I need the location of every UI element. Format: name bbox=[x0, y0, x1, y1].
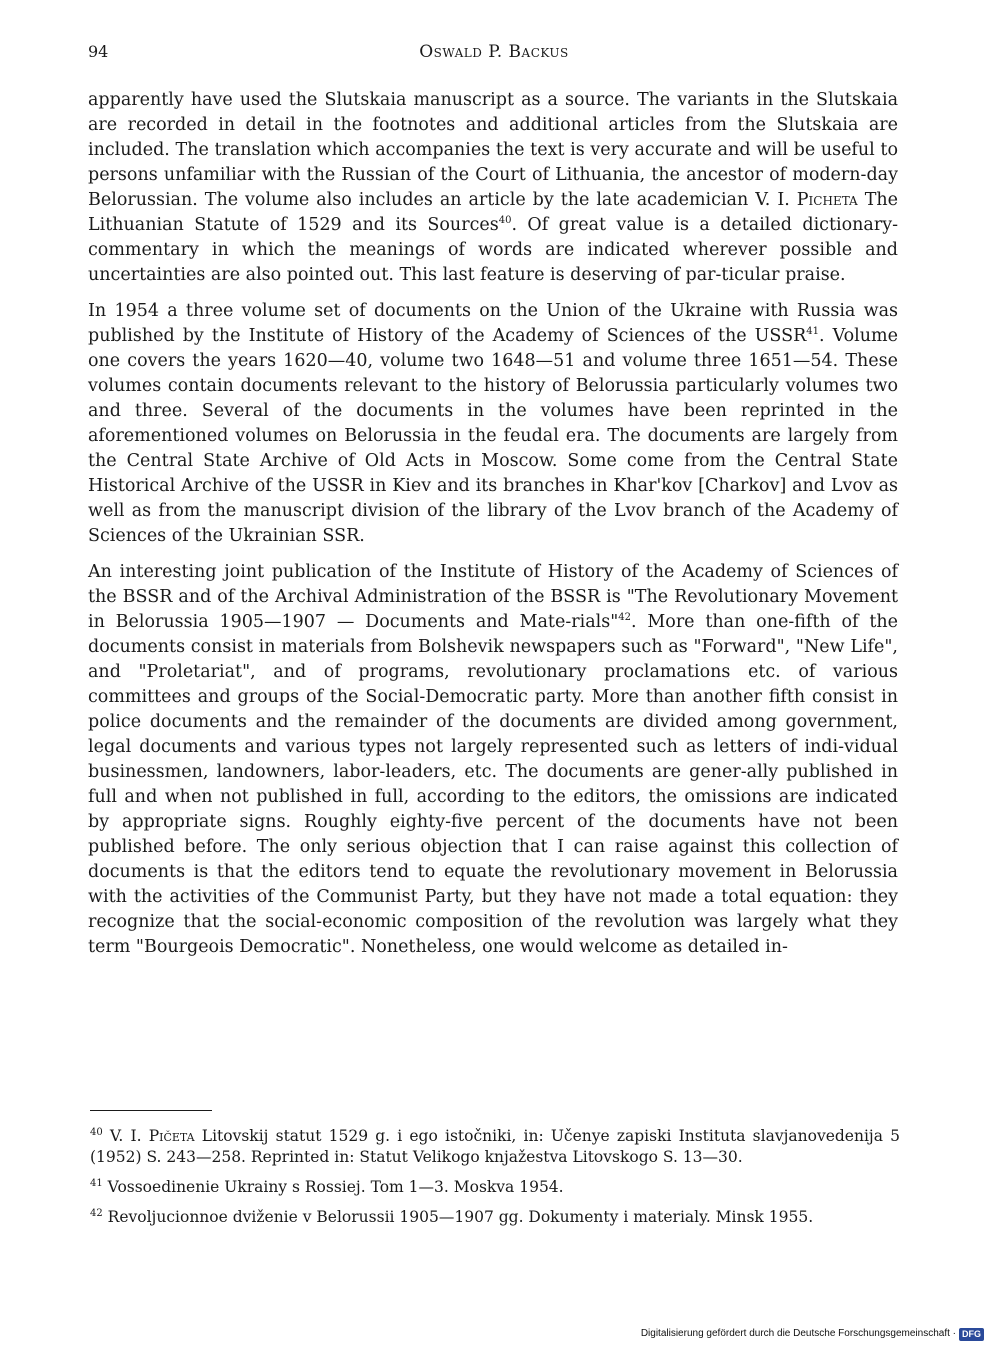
paragraph-2-text-a: In 1954 a three volume set of documents on the Union of the Ukraine with Russia was published by the Institute of History of the Academy of Sciences of the USSR bbox=[88, 301, 898, 346]
digitization-credit bbox=[641, 1327, 984, 1341]
running-head: Oswald P. Backus bbox=[419, 42, 569, 62]
paragraph-3-text-a: An interesting joint publication of the Institute of History of the Academy of Sciences of the BSSR and of the Archival Administration of the BSSR is "The Revolutionary Movement in Belorussia 1905—1907 — Documents and Mate-rials" bbox=[88, 562, 898, 632]
credit-text: Digitalisierung gefördert durch die Deutsche Forschungsgemeinschaft · bbox=[640, 1328, 956, 1339]
footnote-ref-42: 42 bbox=[618, 612, 631, 624]
footnote-ref-41: 41 bbox=[806, 326, 819, 338]
paragraph-2 bbox=[88, 299, 898, 549]
footnote-text: Revoljucionnoe dviženie v Belorussii 1905—1907 gg. Dokumenty i materialy. Minsk 1955. bbox=[107, 1208, 814, 1226]
footnote-ref-40: 40 bbox=[498, 215, 512, 227]
page-header bbox=[88, 40, 900, 64]
footnote-42 bbox=[90, 1207, 900, 1228]
paragraph-3-text-b: . More than one-fifth of the documents consist in materials from Bolshevik newspapers such as "Forward", "New Life", and "Proletariat", and of programs, revolutionary proclamations etc. of various committees and groups of the Social-Democratic party. More than another fifth consist in police documents and the remainder of the documents are divided among government, legal documents and various types not largely represented such as letters of indi-vidual businessmen, landowners, labor-leaders, etc. The documents are gener-ally published in full and when not published in full, according to the editors, the omissions are indicated by appropriate signs. Roughly eighty-five percent of the documents have not been published before. The only serious objection that I can raise against this collection of documents is that the editors tend to equate the revolutionary movement in Belorussia with the activities of the Communist Party, but they have not made a total equation: they recognize that the social-economic composition of the revolution was largely what they term "Bourgeois Democratic". Nonetheless, one would welcome as detailed in- bbox=[88, 612, 898, 957]
paragraph-1-text-a: apparently have used the Slutskaia manuscript as a source. The variants in the Slutskaia are recorded in detail in the footnotes and additional articles from the Slutskaia are included. The translation which accompanies the text is very accurate and will be useful to persons unfamiliar with the Russian of the Court of Lithuania, the ancestor of modern-day Belorussian. The volume also includes an article by the late academician V. I. bbox=[88, 90, 898, 210]
paragraph-1-text-b: The Lithuanian Statute of 1529 and its Sources bbox=[88, 190, 898, 235]
footnote-divider bbox=[90, 1110, 212, 1111]
footnote-41 bbox=[90, 1177, 900, 1198]
footnote-number: 40 bbox=[90, 1126, 103, 1138]
footnote-number: 41 bbox=[90, 1177, 103, 1189]
footnote-number: 42 bbox=[90, 1207, 103, 1219]
author-name-piceta: Pičeta bbox=[148, 1127, 195, 1145]
footnote-text: Vossoedinenie Ukrainy s Rossiej. Tom 1—3. Moskva 1954. bbox=[107, 1178, 564, 1196]
paragraph-1-text-c: . Of great value is a detailed dictionary-commentary in which the meanings of words are indicated wherever possible and uncertainties are also pointed out. This last feature is deserving of par-ticular praise. bbox=[88, 215, 899, 285]
dfg-logo-icon: DFG bbox=[959, 1328, 984, 1341]
paragraph-1 bbox=[88, 88, 898, 288]
body-text bbox=[88, 88, 898, 971]
paragraph-2-text-b: . Volume one covers the years 1620—40, volume two 1648—51 and volume three 1651—54. These volumes contain documents relevant to the history of Belorussia particularly volumes two and three. Several of the documents in the volumes have been reprinted in the aforementioned volumes on Belorussia in the feudal era. The documents are largely from the Central State Archive of Old Acts in Moscow. Some come from the Central State Historical Archive of the USSR in Kiev and its branches in Khar'kov [Charkov] and Lvov as well as from the manuscript division of the library of the Lvov branch of the Academy of Sciences of the Ukrainian SSR. bbox=[88, 326, 898, 546]
paragraph-3 bbox=[88, 560, 898, 960]
footnote-text: Litovskij statut 1529 g. i ego istočniki, in: Učenye zapiski Instituta slavjanovedenija 5 (1952) S. 243—258. Reprinted in: Statut Velikogo knjažestva Litovskogo S. 13—30. bbox=[90, 1127, 900, 1166]
footnote-40 bbox=[90, 1126, 900, 1168]
page-number: 94 bbox=[88, 42, 109, 61]
author-name-picheta: Picheta bbox=[796, 190, 858, 210]
footnote-text-pre: V. I. bbox=[109, 1127, 149, 1145]
footnotes bbox=[90, 1126, 900, 1237]
